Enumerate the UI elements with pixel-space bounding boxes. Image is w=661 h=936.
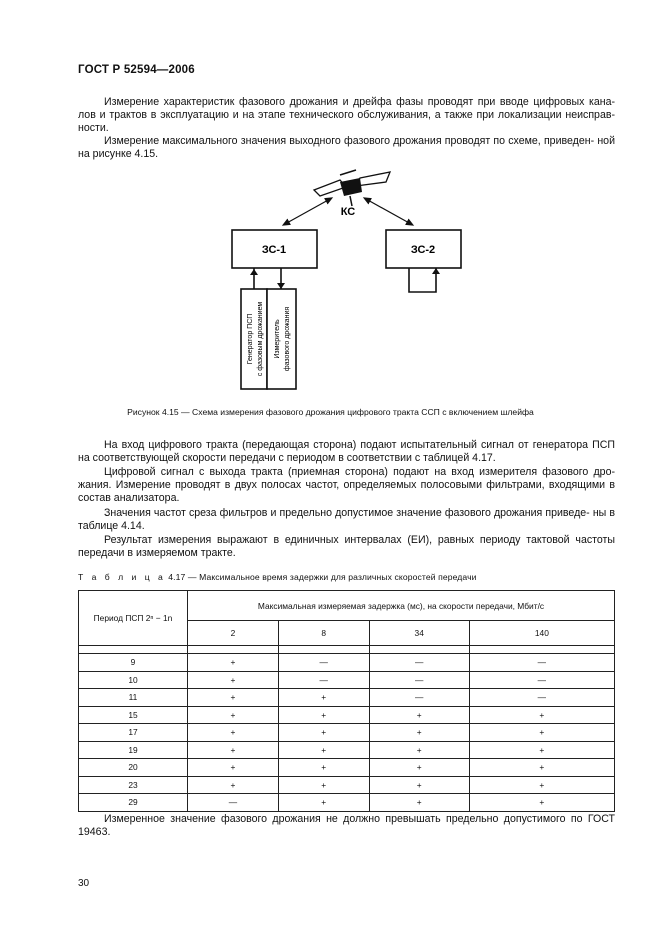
spacer-cell	[188, 646, 279, 654]
paragraph-middle-4: Результат измерения выражают в единичных интервалах (ЕИ), равных периоду тактовой частоты передачи в измеряемом тракте.	[78, 534, 615, 559]
value-cell: —	[278, 654, 369, 672]
value-cell: +	[469, 794, 614, 812]
station-2-label: ЗС-2	[410, 244, 436, 256]
value-cell: +	[278, 689, 369, 707]
value-cell: +	[369, 741, 469, 759]
value-cell: +	[188, 759, 279, 777]
link-arrow-left	[285, 199, 330, 224]
table-row	[79, 706, 615, 724]
value-cell: +	[278, 776, 369, 794]
value-cell: —	[469, 654, 614, 672]
table-row	[79, 654, 615, 672]
loopback-line	[409, 268, 436, 292]
value-cell: +	[278, 794, 369, 812]
value-cell: +	[469, 759, 614, 777]
spacer-cell	[278, 646, 369, 654]
value-cell: —	[369, 671, 469, 689]
meter-arrow	[277, 283, 285, 289]
period-cell: 9	[79, 654, 188, 672]
spacer-cell	[469, 646, 614, 654]
value-cell: —	[469, 689, 614, 707]
link-arrow-right	[366, 199, 411, 224]
document-code: ГОСТ Р 52594—2006	[78, 64, 195, 76]
table-title: Т а б л и ц а 4.17 — Максимальное время задержки для различных скоростей передачи	[78, 572, 477, 582]
value-cell: +	[278, 741, 369, 759]
meter-label-line2: фазового дрожания	[284, 306, 291, 372]
period-cell: 15	[79, 706, 188, 724]
paragraph-intro-1: Измерение характеристик фазового дрожания и дрейфа фазы проводят при вводе цифровых кана- лов и трактов в эксплуатацию и на этапе технического обслуживания, а также при локализации неисправ- ности.	[78, 96, 615, 134]
value-cell: +	[278, 724, 369, 742]
value-cell: +	[188, 671, 279, 689]
meter-label-line1: Измеритель	[274, 319, 281, 359]
satellite-icon	[314, 170, 390, 206]
speed-header: 34	[369, 621, 469, 646]
period-cell: 29	[79, 794, 188, 812]
value-cell: +	[369, 794, 469, 812]
value-cell: +	[469, 706, 614, 724]
station-1-label: ЗС-1	[261, 244, 287, 256]
period-cell: 10	[79, 671, 188, 689]
value-cell: +	[469, 776, 614, 794]
value-cell: +	[369, 724, 469, 742]
value-cell: +	[278, 759, 369, 777]
table-row	[79, 741, 615, 759]
value-cell: —	[369, 654, 469, 672]
value-cell: +	[188, 706, 279, 724]
value-cell: +	[278, 706, 369, 724]
value-cell: +	[469, 741, 614, 759]
table-row	[79, 689, 615, 707]
value-cell: +	[188, 689, 279, 707]
paragraph-middle-2: Цифровой сигнал с выхода тракта (приемная сторона) подают на вход измерителя фазового дро- жания. Измерение проводят в двух полосах частот, определяемых полосовыми фильтрами, входящими в состав анализатора.	[78, 466, 615, 504]
period-cell: 19	[79, 741, 188, 759]
generator-arrow	[250, 269, 258, 275]
paragraph-middle-1: На вход цифрового тракта (передающая сторона) подают испытательный сигнал от генератора ПСП на соответствующей скорости передачи с периодом в соответствии с таблицей 4.17.	[78, 439, 615, 464]
loopback-arrow	[432, 268, 440, 274]
value-cell: +	[369, 776, 469, 794]
spacer-cell	[79, 646, 188, 654]
paragraph-bottom: Измеренное значение фазового дрожания не должно превышать предельно допустимого по ГОСТ 19463.	[78, 813, 615, 838]
value-cell: +	[188, 724, 279, 742]
value-cell: +	[188, 741, 279, 759]
value-cell: +	[369, 759, 469, 777]
delay-table	[78, 590, 615, 812]
figure-caption: Рисунок 4.15 — Схема измерения фазового дрожания цифрового тракта ССП с включением шлейфа	[127, 407, 534, 417]
period-cell: 17	[79, 724, 188, 742]
value-cell: +	[469, 724, 614, 742]
paragraph-middle-3: Значения частот среза фильтров и предельно допустимое значение фазового дрожания приведе- ны в таблице 4.14.	[78, 507, 615, 532]
value-cell: —	[188, 794, 279, 812]
table-row	[79, 724, 615, 742]
table-row	[79, 671, 615, 689]
value-cell: +	[369, 706, 469, 724]
table-row	[79, 759, 615, 777]
speed-header: 140	[469, 621, 614, 646]
period-header: Период ПСП 2ⁿ − 1n	[79, 591, 188, 646]
paragraph-intro-2: Измерение максимального значения выходного фазового дрожания проводят по схеме, приведен- ной на рисунке 4.15.	[78, 135, 615, 160]
meter-box	[267, 289, 296, 389]
value-cell: —	[278, 671, 369, 689]
period-cell: 20	[79, 759, 188, 777]
generator-label-line1: Генератор ПСП	[247, 313, 254, 365]
generator-label-line2: с фазовым дрожанием	[257, 301, 264, 377]
group-header: Максимальная измеряемая задержка (мс), на скорости передачи, Мбит/с	[188, 591, 615, 621]
period-cell: 23	[79, 776, 188, 794]
value-cell: —	[469, 671, 614, 689]
value-cell: —	[369, 689, 469, 707]
period-cell: 11	[79, 689, 188, 707]
table-row	[79, 794, 615, 812]
page-number: 30	[78, 878, 90, 889]
speed-header: 2	[188, 621, 279, 646]
satellite-label: КС	[340, 206, 356, 218]
measurement-scheme-diagram	[0, 0, 661, 420]
value-cell: +	[188, 776, 279, 794]
speed-header: 8	[278, 621, 369, 646]
spacer-cell	[369, 646, 469, 654]
value-cell: +	[188, 654, 279, 672]
table-row	[79, 776, 615, 794]
